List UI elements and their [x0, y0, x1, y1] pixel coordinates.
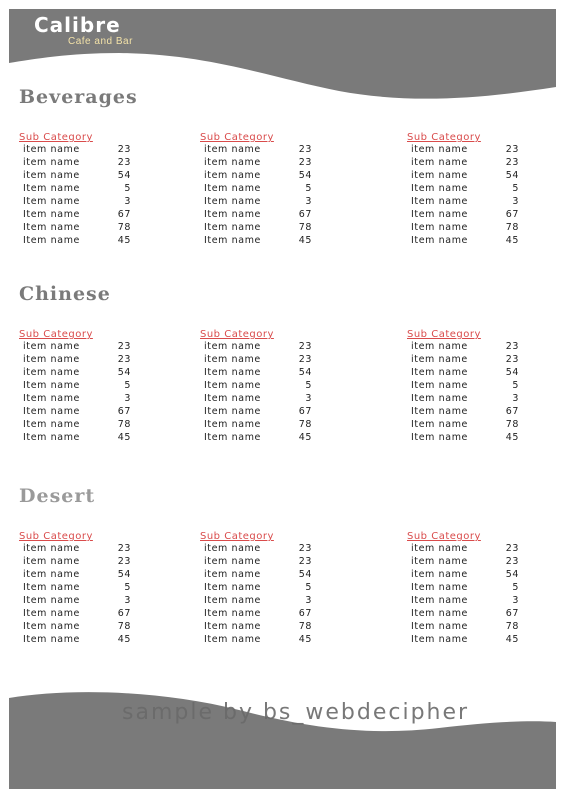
menu-item: [23, 607, 131, 620]
item-price: 45: [117, 235, 131, 246]
item-name: item name: [23, 144, 80, 155]
item-name: Item name: [411, 367, 468, 378]
menu-item: [411, 392, 519, 405]
menu-item: [411, 340, 519, 353]
item-name: Item name: [411, 406, 468, 417]
item-name: Item name: [204, 608, 261, 619]
item-name: Item name: [23, 582, 80, 593]
menu-column: [407, 125, 557, 246]
menu-item: [411, 366, 519, 379]
item-price: 23: [505, 157, 519, 168]
item-list: [23, 143, 131, 247]
item-name: Item name: [23, 393, 80, 404]
menu-column: [407, 322, 557, 443]
subcategory-link[interactable]: Sub Category: [19, 132, 93, 143]
menu-item: [411, 620, 519, 633]
item-name: item name: [204, 354, 261, 365]
menu-item: [204, 143, 312, 156]
item-price: 5: [124, 582, 131, 593]
item-price: 23: [117, 144, 131, 155]
menu-item: [411, 431, 519, 444]
item-price: 3: [305, 393, 312, 404]
item-price: 5: [512, 183, 519, 194]
item-name: item name: [23, 367, 80, 378]
item-price: 23: [505, 556, 519, 567]
item-name: Item name: [411, 393, 468, 404]
item-price: 23: [298, 157, 312, 168]
item-name: item name: [23, 569, 80, 580]
menu-item: [23, 143, 131, 156]
menu-item: [204, 366, 312, 379]
item-price: 3: [512, 196, 519, 207]
menu-item: [204, 156, 312, 169]
menu-column: [19, 125, 169, 246]
subcategory-link[interactable]: Sub Category: [407, 132, 481, 143]
item-price: 5: [512, 582, 519, 593]
item-name: item name: [23, 157, 80, 168]
menu-item: [204, 620, 312, 633]
item-price: 45: [117, 634, 131, 645]
item-name: Item name: [204, 235, 261, 246]
menu-item: [411, 581, 519, 594]
menu-item: [23, 208, 131, 221]
item-price: 5: [124, 183, 131, 194]
menu-item: [204, 234, 312, 247]
item-price: 54: [298, 367, 312, 378]
menu-column: [19, 524, 169, 645]
subcategory-link[interactable]: Sub Category: [19, 531, 93, 542]
item-price: 23: [117, 341, 131, 352]
item-name: Item name: [23, 209, 80, 220]
menu-item: [23, 234, 131, 247]
item-name: Item name: [23, 621, 80, 632]
menu-item: [411, 156, 519, 169]
item-price: 67: [505, 406, 519, 417]
item-name: item name: [411, 354, 468, 365]
item-name: Item name: [204, 595, 261, 606]
item-list: [204, 542, 312, 646]
item-name: Item name: [23, 595, 80, 606]
item-price: 3: [512, 595, 519, 606]
item-price: 78: [298, 222, 312, 233]
item-price: 45: [505, 235, 519, 246]
item-price: 54: [117, 367, 131, 378]
menu-column: [19, 322, 169, 443]
menu-item: [204, 594, 312, 607]
item-name: Item name: [204, 222, 261, 233]
item-name: Item name: [411, 209, 468, 220]
menu-item: [23, 392, 131, 405]
menu-item: [23, 633, 131, 646]
menu-item: [23, 340, 131, 353]
menu-item: [23, 405, 131, 418]
item-price: 5: [124, 380, 131, 391]
menu-item: [204, 379, 312, 392]
menu-item: [204, 581, 312, 594]
menu-item: [411, 208, 519, 221]
item-name: item name: [411, 144, 468, 155]
watermark-text: sample by bs_webdecipher: [122, 700, 470, 725]
item-price: 45: [505, 634, 519, 645]
item-name: item name: [411, 170, 468, 181]
menu-item: [204, 633, 312, 646]
item-name: Item name: [204, 196, 261, 207]
menu-item: [23, 353, 131, 366]
menu-item: [411, 568, 519, 581]
item-list: [411, 340, 519, 444]
menu-item: [411, 169, 519, 182]
item-name: Item name: [23, 222, 80, 233]
item-price: 23: [298, 556, 312, 567]
menu-item: [411, 379, 519, 392]
section-title-beverages: Beverages: [19, 86, 138, 108]
item-price: 5: [305, 582, 312, 593]
menu-item: [411, 143, 519, 156]
menu-item: [23, 542, 131, 555]
item-price: 54: [298, 170, 312, 181]
item-price: 78: [117, 222, 131, 233]
item-name: Item name: [204, 393, 261, 404]
menu-item: [204, 195, 312, 208]
item-list: [204, 340, 312, 444]
item-price: 23: [298, 341, 312, 352]
item-name: item name: [411, 341, 468, 352]
item-price: 78: [117, 419, 131, 430]
item-name: Item name: [411, 582, 468, 593]
item-price: 23: [117, 157, 131, 168]
item-name: Item name: [204, 209, 261, 220]
item-name: item name: [204, 543, 261, 554]
item-name: item name: [204, 341, 261, 352]
menu-item: [204, 182, 312, 195]
menu-column: [200, 524, 350, 645]
item-list: [411, 143, 519, 247]
brand-tagline: Cafe and Bar: [68, 36, 133, 47]
section-title-chinese: Chinese: [19, 283, 111, 305]
item-price: 54: [117, 170, 131, 181]
section-title-desert: Desert: [19, 485, 96, 507]
item-name: item name: [204, 157, 261, 168]
item-name: Item name: [23, 183, 80, 194]
item-price: 45: [298, 432, 312, 443]
subcategory-link[interactable]: Sub Category: [407, 329, 481, 340]
item-name: Item name: [411, 183, 468, 194]
item-price: 45: [117, 432, 131, 443]
menu-item: [23, 182, 131, 195]
item-name: Item name: [411, 432, 468, 443]
item-name: item name: [411, 569, 468, 580]
item-price: 67: [117, 209, 131, 220]
menu-item: [204, 418, 312, 431]
item-name: Item name: [204, 367, 261, 378]
item-price: 5: [305, 183, 312, 194]
item-name: item name: [23, 556, 80, 567]
item-name: Item name: [204, 432, 261, 443]
item-price: 23: [117, 556, 131, 567]
menu-item: [204, 208, 312, 221]
item-price: 23: [505, 341, 519, 352]
item-name: Item name: [204, 634, 261, 645]
item-name: Item name: [23, 196, 80, 207]
item-price: 23: [298, 354, 312, 365]
item-name: item name: [204, 144, 261, 155]
menu-item: [411, 195, 519, 208]
menu-item: [204, 542, 312, 555]
item-price: 78: [298, 621, 312, 632]
item-name: item name: [23, 170, 80, 181]
subcategory-link[interactable]: Sub Category: [407, 531, 481, 542]
menu-column: [200, 125, 350, 246]
item-price: 23: [117, 354, 131, 365]
menu-item: [204, 607, 312, 620]
brand-logo: [34, 13, 133, 47]
menu-item: [23, 581, 131, 594]
subcategory-link[interactable]: Sub Category: [200, 531, 274, 542]
item-price: 54: [505, 170, 519, 181]
item-price: 23: [298, 144, 312, 155]
item-name: Item name: [411, 419, 468, 430]
menu-column: [200, 322, 350, 443]
item-price: 3: [305, 196, 312, 207]
item-price: 78: [298, 419, 312, 430]
item-name: Item name: [204, 380, 261, 391]
item-name: Item name: [23, 419, 80, 430]
item-name: Item name: [411, 380, 468, 391]
item-name: item name: [23, 543, 80, 554]
menu-item: [204, 568, 312, 581]
menu-item: [23, 379, 131, 392]
item-price: 23: [298, 543, 312, 554]
item-name: Item name: [204, 406, 261, 417]
subcategory-link[interactable]: Sub Category: [200, 132, 274, 143]
menu-item: [204, 555, 312, 568]
item-list: [204, 143, 312, 247]
menu-item: [411, 353, 519, 366]
item-price: 78: [505, 222, 519, 233]
item-price: 67: [117, 608, 131, 619]
item-price: 54: [298, 569, 312, 580]
item-price: 78: [505, 419, 519, 430]
menu-item: [204, 353, 312, 366]
subcategory-link[interactable]: Sub Category: [200, 329, 274, 340]
item-name: Item name: [411, 621, 468, 632]
item-name: Item name: [411, 608, 468, 619]
menu-item: [23, 169, 131, 182]
item-price: 54: [505, 367, 519, 378]
menu-item: [23, 555, 131, 568]
item-list: [23, 542, 131, 646]
menu-item: [23, 620, 131, 633]
menu-item: [411, 542, 519, 555]
item-name: Item name: [411, 235, 468, 246]
item-price: 23: [117, 543, 131, 554]
item-price: 67: [298, 608, 312, 619]
item-name: Item name: [23, 608, 80, 619]
item-price: 67: [505, 608, 519, 619]
menu-item: [23, 195, 131, 208]
item-price: 23: [505, 354, 519, 365]
item-price: 67: [505, 209, 519, 220]
menu-item: [23, 366, 131, 379]
item-name: item name: [23, 341, 80, 352]
menu-column: [407, 524, 557, 645]
item-price: 45: [505, 432, 519, 443]
item-price: 54: [117, 569, 131, 580]
item-price: 3: [512, 393, 519, 404]
menu-item: [204, 340, 312, 353]
menu-item: [411, 234, 519, 247]
menu-item: [23, 568, 131, 581]
menu-item: [23, 221, 131, 234]
menu-item: [23, 156, 131, 169]
menu-item: [411, 633, 519, 646]
item-name: Item name: [204, 582, 261, 593]
menu-item: [204, 169, 312, 182]
menu-item: [411, 555, 519, 568]
item-name: Item name: [411, 196, 468, 207]
item-name: item name: [204, 569, 261, 580]
item-price: 5: [305, 380, 312, 391]
menu-item: [411, 607, 519, 620]
item-price: 67: [298, 209, 312, 220]
item-price: 3: [124, 196, 131, 207]
item-name: Item name: [23, 235, 80, 246]
item-name: Item name: [411, 595, 468, 606]
item-price: 3: [305, 595, 312, 606]
item-price: 23: [505, 543, 519, 554]
item-price: 54: [505, 569, 519, 580]
item-name: Item name: [23, 380, 80, 391]
menu-item: [411, 221, 519, 234]
item-name: item name: [411, 543, 468, 554]
menu-item: [204, 221, 312, 234]
item-price: 67: [298, 406, 312, 417]
item-name: Item name: [23, 634, 80, 645]
item-name: Item name: [23, 432, 80, 443]
item-name: item name: [411, 556, 468, 567]
item-price: 23: [505, 144, 519, 155]
subcategory-link[interactable]: Sub Category: [19, 329, 93, 340]
item-name: Item name: [204, 183, 261, 194]
item-price: 3: [124, 393, 131, 404]
menu-item: [411, 405, 519, 418]
item-name: Item name: [411, 222, 468, 233]
brand-name: Calibre: [34, 13, 121, 37]
item-price: 78: [505, 621, 519, 632]
item-list: [23, 340, 131, 444]
menu-item: [204, 392, 312, 405]
menu-item: [23, 418, 131, 431]
item-name: item name: [204, 170, 261, 181]
item-price: 3: [124, 595, 131, 606]
item-price: 45: [298, 235, 312, 246]
item-price: 5: [512, 380, 519, 391]
menu-item: [411, 594, 519, 607]
item-name: Item name: [204, 621, 261, 632]
menu-item: [411, 418, 519, 431]
item-list: [411, 542, 519, 646]
item-price: 67: [117, 406, 131, 417]
item-name: item name: [411, 157, 468, 168]
menu-item: [204, 431, 312, 444]
item-name: Item name: [204, 419, 261, 430]
menu-item: [23, 594, 131, 607]
item-name: item name: [23, 354, 80, 365]
menu-item: [204, 405, 312, 418]
menu-item: [23, 431, 131, 444]
item-name: Item name: [23, 406, 80, 417]
item-price: 78: [117, 621, 131, 632]
menu-item: [411, 182, 519, 195]
item-name: item name: [204, 556, 261, 567]
item-name: Item name: [411, 634, 468, 645]
item-price: 45: [298, 634, 312, 645]
